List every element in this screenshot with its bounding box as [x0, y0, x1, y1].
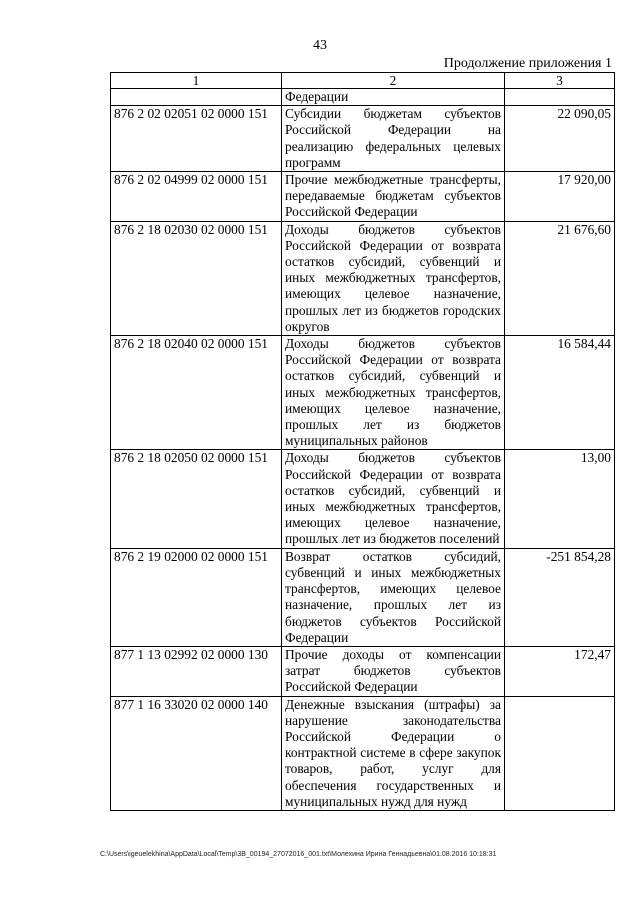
continuation-label: Продолжение приложения 1	[443, 56, 612, 71]
amount-value: 17 920,00	[505, 172, 615, 222]
revenue-description: Доходы бюджетов субъектов Российской Федерации от возврата остатков субсидий, субвенций и иных межбюджетных трансфертов, имеющих целевое назначение, прошлых лет из бюджетов городских округов	[282, 221, 505, 335]
revenue-description: Прочие доходы от компенсации затрат бюджетов субъектов Российской Федерации	[282, 646, 505, 696]
budget-code: 877 1 16 33020 02 0000 140	[111, 696, 282, 810]
column-header-1: 1	[111, 73, 282, 89]
amount-value	[505, 89, 615, 106]
amount-value: 21 676,60	[505, 221, 615, 335]
table-row	[111, 172, 615, 222]
budget-code: 876 2 19 02000 02 0000 151	[111, 548, 282, 646]
budget-code: 876 2 18 02040 02 0000 151	[111, 336, 282, 450]
revenue-description: Доходы бюджетов субъектов Российской Федерации от возврата остатков субсидий, субвенций и иных межбюджетных трансфертов, имеющих целевое назначение, прошлых лет из бюджетов муниципальных районов	[282, 336, 505, 450]
budget-code	[111, 89, 282, 106]
table-row	[111, 646, 615, 696]
amount-value	[505, 696, 615, 810]
budget-code: 876 2 02 04999 02 0000 151	[111, 172, 282, 222]
budget-code: 876 2 02 02051 02 0000 151	[111, 106, 282, 172]
amount-value: 13,00	[505, 450, 615, 548]
table-row	[111, 548, 615, 646]
table-row	[111, 696, 615, 810]
budget-code: 876 2 18 02050 02 0000 151	[111, 450, 282, 548]
revenue-table	[110, 72, 615, 811]
table-row	[111, 221, 615, 335]
file-path-footer: C:\Users\igeuelekhina\AppData\Local\Temp\3B_00194_27072016_001.txt\Молехина Ирина Геннадьевна\01.08.2016 10:18:31	[100, 851, 497, 858]
amount-value: 22 090,05	[505, 106, 615, 172]
table-row	[111, 450, 615, 548]
column-header-2: 2	[282, 73, 505, 89]
revenue-description: Прочие межбюджетные трансферты, передаваемые бюджетам субъектов Российской Федерации	[282, 172, 505, 222]
table-row	[111, 106, 615, 172]
revenue-description: Субсидии бюджетам субъектов Российской Федерации на реализацию федеральных целевых программ	[282, 106, 505, 172]
amount-value: 16 584,44	[505, 336, 615, 450]
budget-code: 877 1 13 02992 02 0000 130	[111, 646, 282, 696]
page-number: 43	[313, 38, 327, 53]
revenue-description: Федерации	[282, 89, 505, 106]
table-row	[111, 89, 615, 106]
revenue-description: Денежные взыскания (штрафы) за нарушение законодательства Российской Федерации о контрактной системе в сфере закупок товаров, работ, услуг для обеспечения государственных и муниципальных нужд для нужд	[282, 696, 505, 810]
table-header-row	[111, 73, 615, 89]
revenue-description: Возврат остатков субсидий, субвенций и иных межбюджетных трансфертов, имеющих целевое назначение, прошлых лет из бюджетов субъектов Российской Федерации	[282, 548, 505, 646]
budget-code: 876 2 18 02030 02 0000 151	[111, 221, 282, 335]
table-row	[111, 336, 615, 450]
amount-value: -251 854,28	[505, 548, 615, 646]
revenue-description: Доходы бюджетов субъектов Российской Федерации от возврата остатков субсидий, субвенций и иных межбюджетных трансфертов, имеющих целевое назначение, прошлых лет из бюджетов поселений	[282, 450, 505, 548]
column-header-3: 3	[505, 73, 615, 89]
amount-value: 172,47	[505, 646, 615, 696]
